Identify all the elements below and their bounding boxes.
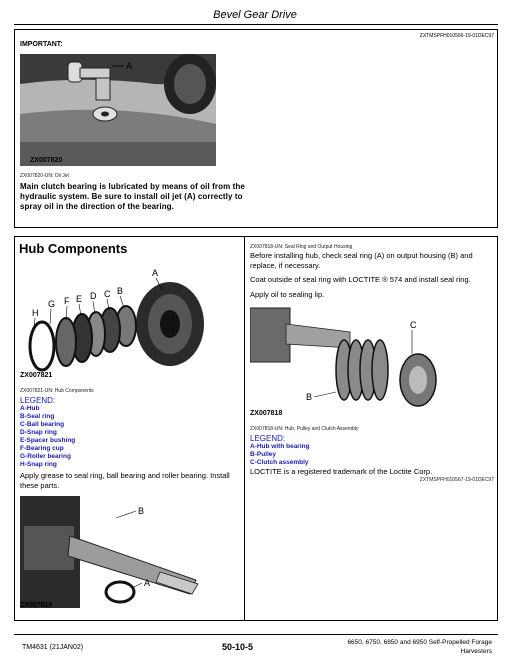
legend-item: B-Pulley [250, 451, 277, 458]
figure-number-zx007819: ZX007819 [20, 602, 53, 609]
section1-code: ZXTMSPFH010566-19-01DEC97 [419, 33, 494, 39]
legend-item: H-Snap ring [20, 461, 57, 468]
legend-item: F-Bearing cup [20, 445, 64, 452]
oil-jet-photo [20, 54, 216, 166]
hub-callout-d: D [90, 291, 97, 301]
hub-callout-e: E [76, 294, 83, 304]
figure-number-zx007818: ZX007818 [250, 410, 283, 417]
legend-item: B-Seal ring [20, 413, 55, 420]
hub-callout-f: F [64, 296, 70, 306]
seal-ring-check-text: Before installing hub, check seal ring (A) on output housing (B) and replace, if necessary. [250, 251, 473, 270]
grease-instruction: Apply grease to seal ring, ball bearing and roller bearing. Install these parts. [20, 471, 230, 490]
hub-callout-g: G [48, 299, 56, 309]
shaft-callout-b: B [138, 506, 145, 516]
hub-callout-b: B [117, 286, 124, 296]
shaft-callout-a: A [144, 578, 151, 588]
legend-item: C-Ball bearing [20, 421, 65, 428]
legend-title-assembly: LEGEND: [250, 434, 286, 443]
footer-product-line1: 6650, 6750, 6850 and 6950 Self-Propelled Forage [347, 639, 492, 646]
section2-code: ZXTMSPFH010567-19-01DEC97 [419, 477, 494, 483]
footer-page-number: 50-10-5 [222, 642, 254, 652]
hub-pulley-clutch-photo [250, 304, 444, 412]
oil-jet-caption: ZX007820-UN: Oil Jet [20, 173, 69, 179]
legend-item: E-Spacer bushing [20, 437, 76, 444]
loctite-trademark-note: LOCTITE is a registered trademark of the Loctite Corp. [250, 467, 433, 476]
legend-item: D-Snap ring [20, 429, 57, 436]
legend-list-hub [20, 405, 75, 469]
legend-item: G-Roller bearing [20, 453, 71, 460]
oil-jet-instruction: Main clutch bearing is lubricated by means of oil from the hydraulic system. Be sure to install oil jet (A) correctly to spray oil in the direction of the bearing. [20, 182, 245, 211]
legend-list-assembly [250, 443, 310, 467]
legend-title-hub: LEGEND: [20, 396, 56, 405]
figure-number-zx007821: ZX007821 [20, 372, 53, 379]
footer-product-line2: Harvesters [460, 648, 492, 655]
hub-components-photo [20, 262, 216, 382]
hub-callout-a: A [152, 268, 159, 278]
loctite-coat-text: Coat outside of seal ring with LOCTITE ® 574 and install seal ring. [250, 275, 471, 284]
page-header-title: Bevel Gear Drive [213, 9, 297, 21]
footer-product-title [292, 638, 492, 656]
oil-sealing-lip-text: Apply oil to sealing lip. [250, 290, 325, 299]
column-divider [244, 236, 245, 621]
important-label: IMPORTANT: [20, 41, 63, 48]
footer-manual-id: TM4631 (21JAN02) [22, 644, 84, 651]
header-divider [14, 24, 498, 25]
seal-ring-caption: ZX007818-UN: Seal Ring and Output Housing [250, 244, 353, 250]
figure-number-zx007820: ZX007820 [30, 157, 63, 164]
hub-components-caption: ZX007821-UN: Hub Components [20, 388, 94, 394]
section-title-hub-components: Hub Components [19, 241, 128, 256]
legend-item: C-Clutch assembly [250, 459, 309, 466]
assembly-callout-c: C [410, 320, 417, 330]
shaft-seal-photo [20, 496, 216, 608]
legend-item: A-Hub with bearing [250, 443, 310, 450]
hub-callout-h: H [32, 308, 39, 318]
legend-item: A-Hub [20, 405, 40, 412]
assembly-caption: ZX007818-UN: Hub, Pulley and Clutch Assembly [250, 426, 359, 432]
assembly-callout-b: B [306, 392, 313, 402]
hub-callout-c: C [104, 289, 111, 299]
footer-divider [14, 634, 498, 635]
oil-jet-callout-a: A [126, 61, 133, 71]
